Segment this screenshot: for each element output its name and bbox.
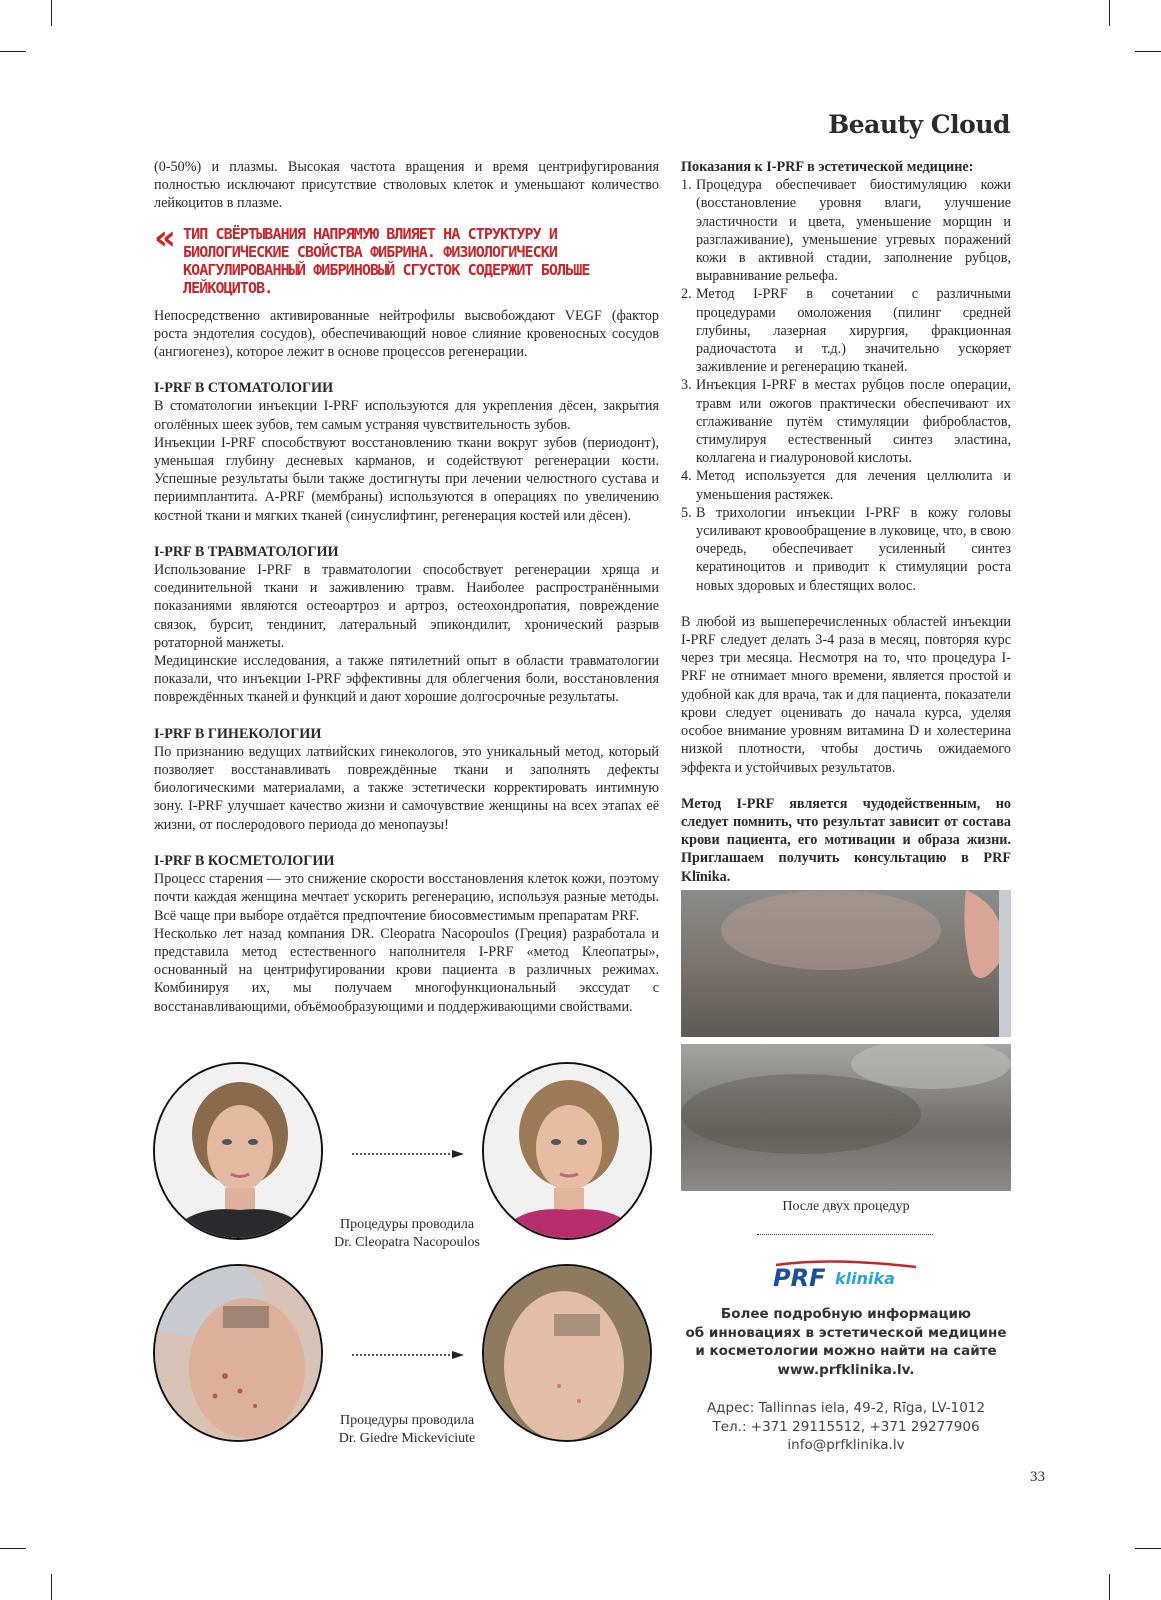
traumatology-heading: I-PRF В ТРАВМАТОЛОГИИ [154, 543, 339, 560]
dotted-arrow-icon [352, 1350, 464, 1360]
dentistry-heading: I-PRF В СТОМАТОЛОГИИ [154, 380, 334, 397]
hair-photo-after [681, 1044, 1011, 1191]
magazine-brand: Beauty Cloud [828, 110, 1010, 139]
crop-mark [1135, 51, 1161, 52]
hair-caption: После двух процедур [782, 1199, 910, 1214]
list-item-text: Метод используется для лечения целлюлита и уменьшения растяжек. [696, 468, 1011, 503]
cosmetology-paragraph-1: Процесс старения — это снижение скорости восстановления клеток кожи, поэтому почти каждая женщина мечтает ускорить регенерацию, используя разные методы. Всё чаще при выборе отдаётся предпочтение биосовместимым препаратам PRF. [154, 871, 659, 924]
vegf-paragraph: Непосредственно активированные нейтрофилы высвобождают VEGF (фактор роста эндотелия сосудов), обеспечивающий новое слияние кровеносных сосудов (ангиогенез), которое лежит в основе процессов регенерации. [154, 307, 659, 361]
website-link[interactable]: www.prfklinika.lv. [777, 1361, 915, 1378]
traumatology-paragraph-1: Использование I-PRF в травматологии способствует регенерации хряща и соединительной ткани и заживлению травм. Наиболее распространёнными показаниями являются остеоартроз и артроз, остеохондропатия, повреждение связок, бурсит, тендинит, латеральный эпикондилит, хронический разрыв ротаторной манжеты. [154, 562, 659, 651]
cosmetology-paragraph-2: Несколько лет назад компания DR. Cleopatra Nacopoulos (Греция) разработала и представила метод естественного наполнителя I-PRF «метод Клеопатры», основанный на центрифугировании крови пациента в различных режимах. Комбинируя их, мы получаем многофункциональный экссудат с восстанавливающими, объёмообразующими и поддерживающими свойствами. [154, 925, 659, 1015]
phone: Тел.: +371 29115512, +371 29277906 [712, 1418, 980, 1435]
crop-mark [51, 1574, 52, 1600]
left-column [154, 158, 659, 1016]
logo-text-prf: PRF [773, 1264, 826, 1291]
info-block [681, 1305, 1011, 1379]
right-column [681, 158, 1011, 886]
photo-caption-1 [292, 1216, 522, 1252]
crop-mark [0, 1548, 26, 1549]
pull-quote-text: ТИП СВЁРТЫВАНИЯ НАПРЯМУЮ ВЛИЯЕТ НА СТРУКТУРУ И БИОЛОГИЧЕСКИЕ СВОЙСТВА ФИБРИНА. ФИЗИОЛОГИЧЕСКИ КОАГУЛИРОВАННЫЙ ФИБРИНОВЫЙ СГУСТОК СОДЕРЖИТ БОЛЬШЕ ЛЕЙКОЦИТОВ. [183, 224, 590, 297]
dentistry-paragraph-2: Инъекции I-PRF способствуют восстановлению ткани вокруг зубов (периодонт), уменьшая глубину десневых карманов, и содействуют регенерации кости. Успешные результаты были также достигнуты при лечении челюстного сустава и периимплантита. A-PRF (мембраны) используются в операциях по увеличению костной ткани и мягких тканей (синуслифтинг, регенерация костей или дёсен). [154, 434, 659, 524]
indications-list [681, 176, 1011, 595]
caption-line: Dr. Giedre Mickeviciute [338, 1431, 476, 1446]
crop-mark [1135, 1548, 1161, 1549]
list-item [681, 467, 1011, 503]
hair-photo-before [681, 890, 1011, 1037]
list-item-text: Инъекция I-PRF в местах рубцов после операции, травм или ожогов практически обеспечивают их сглаживание путём стимуляции фибробластов, стимулируя естественный синтез эластина, коллагена и гиалуроновой кислоты. [696, 377, 1011, 467]
traumatology-paragraph-2: Медицинские исследования, а также пятилетний опыт в области травматологии показали, что инъекции I-PRF эффективны для облегчения боли, восстановления повреждённых тканей и функций и дают хорошие долгосрочные результаты. [154, 653, 659, 706]
gynecology-heading: I-PRF В ГИНЕКОЛОГИИ [154, 725, 322, 742]
course-paragraph: В любой из вышеперечисленных областей инъекции I-PRF следует делать 3-4 раза в месяц, повторяя курс через три месяца. Несмотря на то, что процедура I-PRF не отнимает много времени, является простой и удобной как для врача, так и для пациента, показатели крови следует оценивать до начала курса, уделяя особое внимание уровням витамина D и холестерина низкой плотности, чтобы достичь ожидаемого эффекта и устойчивых результатов. [681, 613, 1011, 776]
info-line: Более подробную информацию [720, 1306, 972, 1322]
list-number: 4. [681, 468, 692, 485]
photo-caption-2 [292, 1412, 522, 1448]
crop-mark [51, 0, 52, 26]
address: Адрес: Tallinnas iela, 49-2, Rīga, LV-1012 [706, 1400, 986, 1416]
list-item [681, 285, 1011, 376]
crop-mark [0, 51, 26, 52]
closing-paragraph: Метод I-PRF является чудодейственным, но следует помнить, что результат зависит от состава крови пациента, его мотивации и образа жизни. Приглашаем получить консультацию в PRF Klīnika. [681, 795, 1011, 885]
list-item-text: Метод I-PRF в сочетании с различными процедурами омоложения (пилинг средней глубины, лазерная хирургия, фракционная радиочастота и т.д.) значительно ускоряет заживление и регенерацию тканей. [696, 286, 1011, 376]
list-number: 1. [681, 177, 692, 194]
list-item [681, 504, 1011, 595]
list-number: 2. [681, 286, 692, 303]
gynecology-paragraph: По признанию ведущих латвийских гинекологов, это уникальный метод, который позволяет восстанавливать повреждённые ткани и заполнять дефекты биологическими материалами, а также эстетически корректировать интимную зону. I-PRF улучшает качество жизни и самочувствие женщины на всех этапах её жизни, от послеродового периода до менопаузы! [154, 743, 659, 833]
list-item [681, 176, 1011, 285]
dentistry-paragraph-1: В стоматологии инъекции I-PRF используются для укрепления дёсен, закрытия оголённых шеек зубов, тем самым устраняя чувствительность зубов. [154, 398, 659, 433]
crop-mark [1109, 0, 1110, 26]
cosmetology-heading: I-PRF В КОСМЕТОЛОГИИ [154, 852, 335, 869]
caption-line: Процедуры проводила [339, 1413, 475, 1428]
after-photo-face-1 [482, 1062, 652, 1240]
list-number: 3. [681, 377, 692, 394]
caption-line: Процедуры проводила [339, 1217, 475, 1232]
list-number: 5. [681, 504, 692, 521]
page-number: 33 [1030, 1469, 1045, 1485]
intro-paragraph: (0-50%) и плазмы. Высокая частота вращения и время центрифугирования полностью исключают присутствие стволовых клеток и уменьшают количество лейкоцитов в плазме. [154, 159, 659, 212]
email-link[interactable]: info@prfklinika.lv [787, 1437, 905, 1453]
indications-heading: Показания к I-PRF в эстетической медицине: [681, 159, 974, 175]
info-line: об инновациях в эстетической медицине [685, 1324, 1007, 1341]
quote-mark-icon: « [154, 217, 176, 258]
pull-quote [154, 217, 659, 297]
contact-block [681, 1399, 1011, 1455]
info-line: и косметологии можно найти на сайте [695, 1343, 997, 1359]
prf-klinika-logo [771, 1259, 921, 1296]
caption-line: Dr. Cleopatra Nacopoulos [334, 1235, 480, 1250]
list-item-text: В трихологии инъекции I-PRF в кожу головы усиливают кровообращение в луковице, что, в свою очередь, обеспечивает усиленный синтез кератиноцитов и приводит к стимуляции роста новых здоровых и блестящих волос. [696, 504, 1011, 594]
logo-text-klinika: klinika [835, 1269, 895, 1288]
list-item [681, 376, 1011, 467]
list-item-text: Процедура обеспечивает биостимуляцию кожи (восстановление уровня влаги, улучшение эластичности и цвета, уменьшение морщин и разглаживание), уменьшение угревых поражений кожи в активной стадии, заполнение рубцов, выравнивание рельефа. [696, 177, 1011, 285]
dotted-arrow-icon [352, 1149, 464, 1159]
dotted-divider [757, 1234, 933, 1235]
before-photo-face-1 [153, 1062, 323, 1240]
crop-mark [1109, 1574, 1110, 1600]
